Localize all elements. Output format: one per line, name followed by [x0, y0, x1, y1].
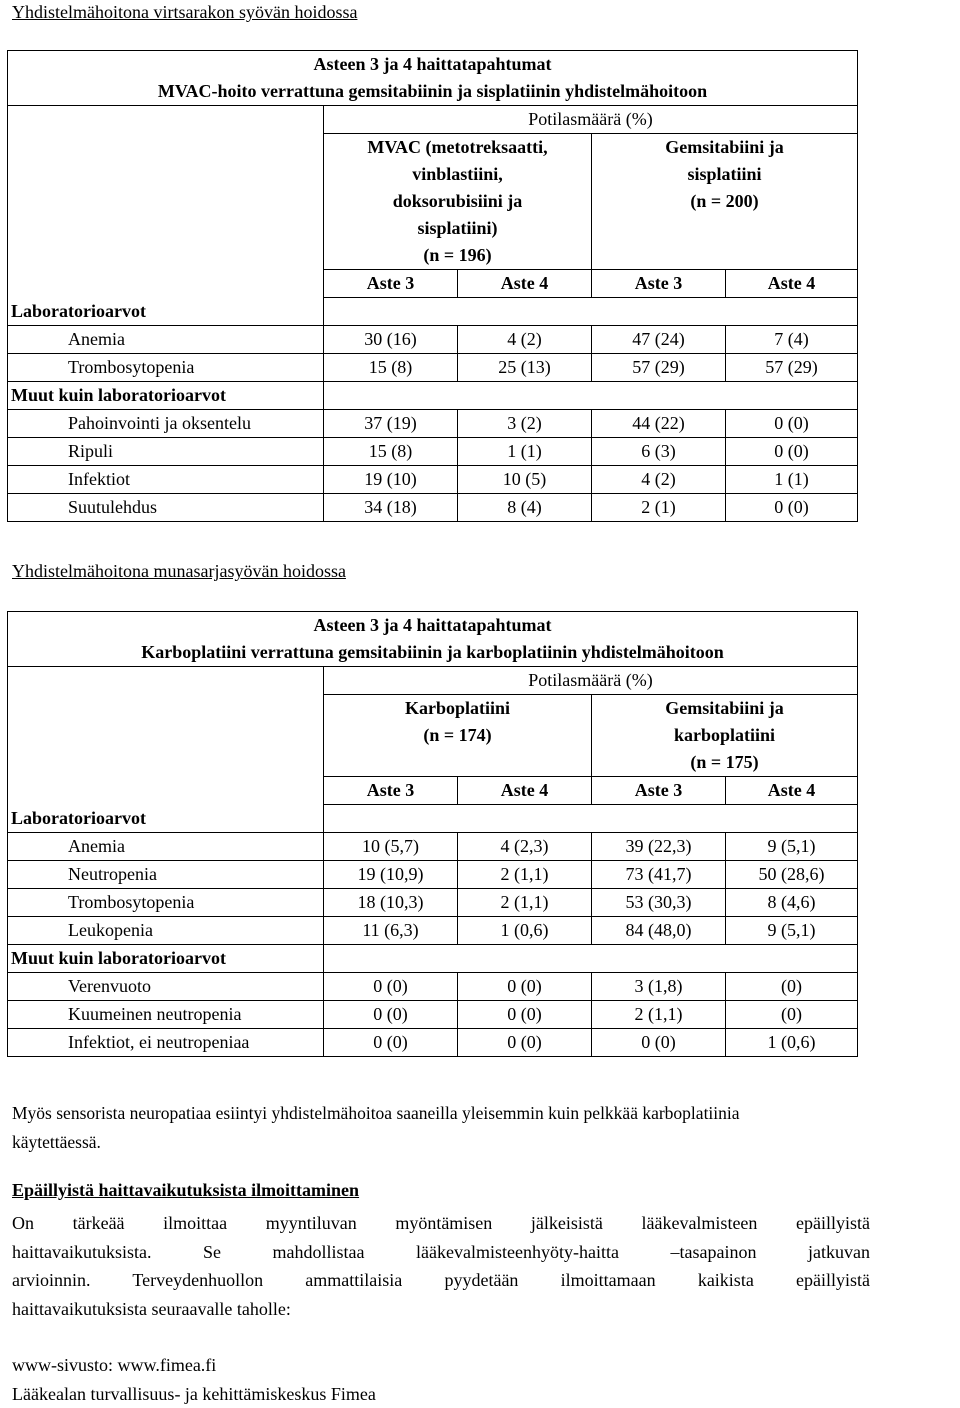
table-corner-cell: [8, 106, 324, 299]
empty-cell: [324, 805, 858, 833]
grade-header: Aste 4: [726, 777, 858, 805]
table-title: Asteen 3 ja 4 haittatapahtumat MVAC-hoito verrattuna gemsitabiinin ja sisplatiinin yhdistelmähoitoon: [8, 51, 858, 106]
grade-header: Aste 3: [324, 777, 458, 805]
patients-header: Potilasmäärä (%): [324, 106, 858, 134]
adverse-events-table-ovarian: [7, 611, 858, 1057]
table-row: Infektiot, ei neutropeniaa 0 (0) 0 (0) 0 (0) 1 (0,6): [8, 1028, 858, 1056]
table-row: Kuumeinen neutropenia 0 (0) 0 (0) 2 (1,1) (0): [8, 1000, 858, 1028]
grade-header: Aste 3: [324, 270, 458, 298]
section-heading-bladder-cancer: Yhdistelmähoitona virtsarakon syövän hoidossa: [12, 2, 357, 23]
table-row: Neutropenia 19 (10,9) 2 (1,1) 73 (41,7) 50 (28,6): [8, 860, 858, 888]
table-row: Trombosytopenia 15 (8) 25 (13) 57 (29) 57 (29): [8, 354, 858, 382]
table-row: Anemia 10 (5,7) 4 (2,3) 39 (22,3) 9 (5,1): [8, 832, 858, 860]
adverse-events-table-bladder: [7, 50, 858, 522]
group-header-gemcitabine-carboplatin: Gemsitabiini ja karboplatiini (n = 175): [592, 695, 858, 777]
contact-info: [12, 1351, 958, 1408]
website-text: www-sivusto: www.fimea.fi: [12, 1351, 958, 1380]
section-label-lab: Laboratorioarvot: [8, 298, 324, 326]
table-row: Anemia 30 (16) 4 (2) 47 (24) 7 (4): [8, 326, 858, 354]
section-heading-ovarian-cancer: Yhdistelmähoitona munasarjasyövän hoidossa: [12, 561, 346, 582]
table-row: Leukopenia 11 (6,3) 1 (0,6) 84 (48,0) 9 (5,1): [8, 916, 858, 944]
table-title: Asteen 3 ja 4 haittatapahtumat Karboplatiini verrattuna gemsitabiinin ja karboplatiinin yhdistelmähoitoon: [8, 612, 858, 667]
grade-header: Aste 4: [458, 777, 592, 805]
empty-cell: [324, 298, 858, 326]
agency-name: Lääkealan turvallisuus- ja kehittämiskeskus Fimea: [12, 1380, 958, 1408]
grade-header: Aste 3: [592, 777, 726, 805]
section-label-other: Muut kuin laboratorioarvot: [8, 382, 324, 410]
patients-header: Potilasmäärä (%): [324, 667, 858, 695]
table-row: Ripuli 15 (8) 1 (1) 6 (3) 0 (0): [8, 438, 858, 466]
empty-cell: [324, 944, 858, 972]
group-header-carboplatin: Karboplatiini (n = 174): [324, 695, 592, 777]
table-row: Trombosytopenia 18 (10,3) 2 (1,1) 53 (30,3) 8 (4,6): [8, 888, 858, 916]
reporting-paragraph: On tärkeää ilmoittaa myyntiluvan myöntämisen jälkeisistä lääkevalmisteen epäillyistä haittavaikutuksista. Se mahdollistaa lääkevalmisteenhyöty-haitta –tasapainon jatkuvan arvioinnin. Terveydenhuollon ammattilaisia pyydetään ilmoittamaan kaikista epäillyistä haittavaikutuksista seuraavalle taholle:: [12, 1209, 870, 1323]
grade-header: Aste 4: [458, 270, 592, 298]
table-row: Suutulehdus 34 (18) 8 (4) 2 (1) 0 (0): [8, 494, 858, 522]
grade-header: Aste 4: [726, 270, 858, 298]
group-header-gemcitabine-cisplatin: Gemsitabiini ja sisplatiini (n = 200): [592, 134, 858, 270]
table-corner-cell: [8, 667, 324, 805]
section-label-lab: Laboratorioarvot: [8, 805, 324, 833]
table-row: Verenvuoto 0 (0) 0 (0) 3 (1,8) (0): [8, 972, 858, 1000]
neuropathy-note: Myös sensorista neuropatiaa esiintyi yhdistelmähoitoa saaneilla yleisemmin kuin pelkkää karboplatiinia käytettäessä.: [12, 1099, 958, 1156]
section-label-other: Muut kuin laboratorioarvot: [8, 944, 324, 972]
group-header-mvac: MVAC (metotreksaatti, vinblastiini, doksorubisiini ja sisplatiini) (n = 196): [324, 134, 592, 270]
grade-header: Aste 3: [592, 270, 726, 298]
table-row: Pahoinvointi ja oksentelu 37 (19) 3 (2) 44 (22) 0 (0): [8, 410, 858, 438]
table-row: Infektiot 19 (10) 10 (5) 4 (2) 1 (1): [8, 466, 858, 494]
empty-cell: [324, 382, 858, 410]
reporting-heading: Epäillyistä haittavaikutuksista ilmoittaminen: [12, 1180, 359, 1201]
